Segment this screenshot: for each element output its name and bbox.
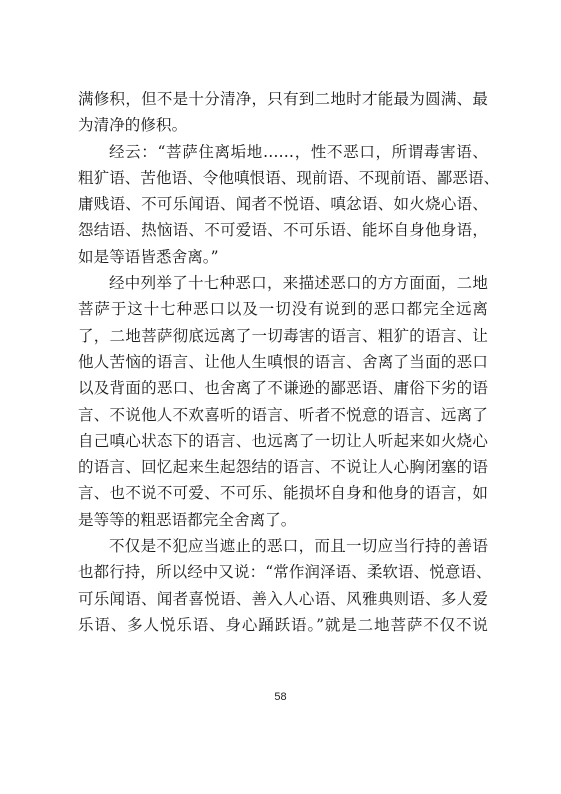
text-line: 以及背面的恶口、也舍离了不谦逊的鄙恶语、庸俗下劣的语 xyxy=(78,379,488,398)
text-line: 言、不说他人不欢喜听的语言、听者不悦意的语言、远离了 xyxy=(78,405,488,424)
text-line: 粗犷语、苦他语、令他嗔恨语、现前语、不现前语、鄙恶语、 xyxy=(78,168,500,187)
text-line: 经中列举了十七种恶口，来描述恶口的方方面面，二地 xyxy=(109,274,488,293)
text-line: 不仅是不犯应当遮止的恶口，而且一切应当行持的善语 xyxy=(109,537,488,556)
text-line: 菩萨于这十七种恶口以及一切没有说到的恶口都完全远离 xyxy=(78,300,488,319)
text-line: 乐语、多人悦乐语、身心踊跃语。”就是二地菩萨不仅不说 xyxy=(78,615,488,634)
text-line: 庸贱语、不可乐闻语、闻者不悦语、嗔忿语、如火烧心语、 xyxy=(78,195,488,214)
text-line: 言、也不说不可爱、不可乐、能损坏自身和他身的语言，如 xyxy=(78,484,488,503)
text-line: 了，二地菩萨彻底远离了一切毒害的语言、粗犷的语言、让 xyxy=(78,326,488,345)
body-text xyxy=(78,86,500,638)
text-line: 他人苦恼的语言、让他人生嗔恨的语言、舍离了当面的恶口 xyxy=(78,352,488,371)
text-line: 怨结语、热恼语、不可爱语、不可乐语、能坏自身他身语， xyxy=(78,221,488,240)
text-line: 是等等的粗恶语都完全舍离了。 xyxy=(78,510,297,529)
text-line: 满修积，但不是十分清净，只有到二地时才能最为圆满、最 xyxy=(78,90,488,108)
text-line: 为清净的修积。 xyxy=(78,116,188,135)
text-line: 也都行持，所以经中又说：“常作润泽语、柔软语、悦意语、 xyxy=(78,563,492,582)
text-line: 自己嗔心状态下的语言、也远离了一切让人听起来如火烧心 xyxy=(78,431,488,450)
text-line: 如是等语皆悉舍离。” xyxy=(78,247,219,266)
text-line: 可乐闻语、闻者喜悦语、善入人心语、风雅典则语、多人爱 xyxy=(78,589,488,608)
text-line: 经云：“菩萨住离垢地……，性不恶口，所谓毒害语、 xyxy=(109,142,488,161)
text-line: 的语言、回忆起来生起怨结的语言、不说让人心胸闭塞的语 xyxy=(78,458,488,477)
page-number: 58 xyxy=(274,691,287,703)
